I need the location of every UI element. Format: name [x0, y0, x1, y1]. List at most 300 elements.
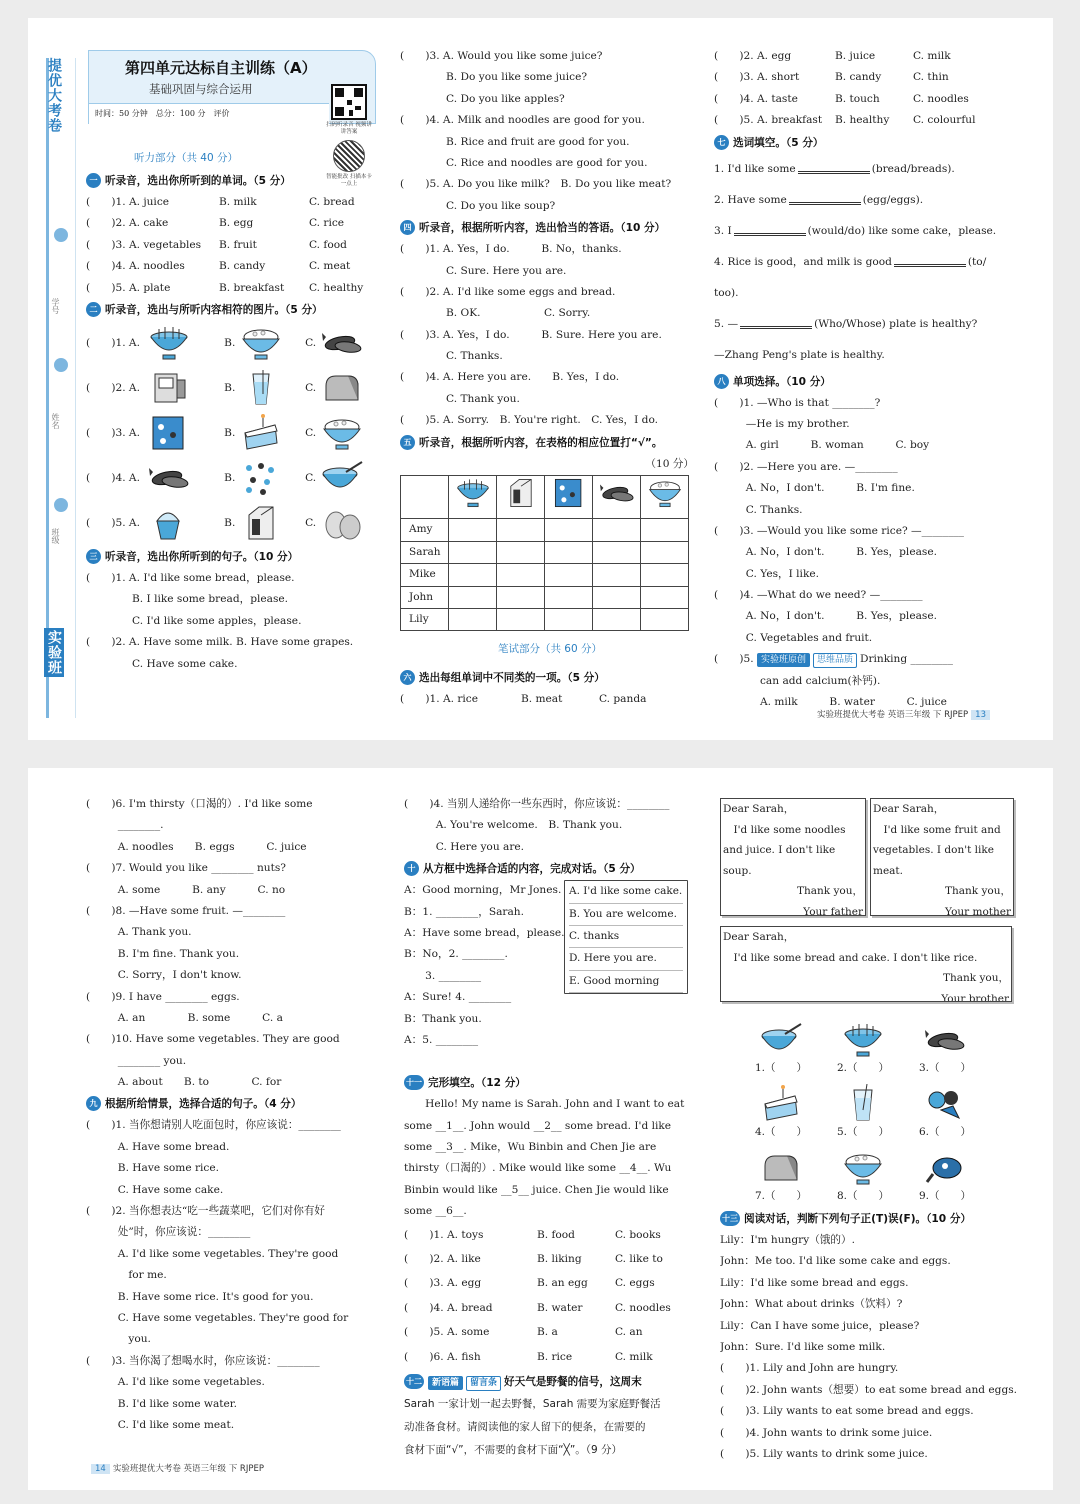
note-body: vegetables. I don't like — [873, 844, 994, 857]
passage-line: some __1__. John would __2__ some bread. I'd like — [404, 1119, 672, 1132]
option-a: A. rice — [442, 693, 478, 706]
option-b: B. a — [536, 1326, 558, 1339]
page14-column-1 — [86, 794, 386, 1436]
option-row — [714, 89, 1014, 110]
food-item — [822, 1020, 904, 1084]
fish-icon — [320, 323, 364, 363]
check-cell[interactable] — [641, 586, 689, 608]
passage-line: some __3__. Mike，Wu Binbin and Chen Jie are — [404, 1140, 657, 1153]
option-line: B. Rice and fruit are good for you. — [446, 135, 630, 148]
option-item: C. thanks — [569, 926, 683, 948]
option-a: A. short — [756, 71, 800, 84]
option-c: C. colourful — [912, 114, 976, 127]
food-label[interactable]: 5.（ ） — [836, 1126, 890, 1138]
soup-icon — [759, 1020, 803, 1060]
s3-heading: 三 听录音，选出你所听到的句子。（10 分） — [86, 546, 386, 568]
note-greeting: Dear Sarah， — [723, 803, 795, 815]
question-line: C. Sorry，I don't know. — [86, 969, 242, 982]
qr-caption: 扫码听录音 视频讲讲答案 — [326, 122, 372, 135]
question-line: ( )2. A. Have some milk. B. Have some grapes. — [86, 636, 354, 649]
check-cell[interactable] — [449, 519, 497, 541]
food-label[interactable]: 9.（ ） — [918, 1190, 972, 1202]
brand-bottom: 实验班 — [46, 630, 62, 675]
question-number: ( )1. — [404, 1228, 447, 1241]
option-a: A. cake — [128, 217, 169, 230]
food-label[interactable]: 8.（ ） — [836, 1190, 890, 1202]
judgement-item: ( )1. Lily and John are hungry. — [720, 1362, 899, 1375]
question-number: ( )5. — [86, 281, 129, 294]
s10-heading: 十 从方框中选择合适的内容，完成对话。（5 分） — [404, 858, 704, 880]
picture-question-row — [86, 366, 386, 411]
option-b: B. food — [536, 1228, 575, 1241]
option-item: B. You are welcome. — [569, 904, 683, 926]
s3-list-cont — [400, 46, 700, 217]
option-b: B. breakfast — [218, 281, 285, 294]
option-a: A. breakfast — [756, 114, 823, 127]
option-row — [404, 1345, 704, 1369]
water-glass-icon — [239, 368, 283, 408]
student-name: Sarah — [401, 541, 449, 563]
option-row — [714, 110, 1014, 131]
writing-section-title: 笔试部分（共 60 分） — [497, 643, 603, 656]
s5-table — [400, 475, 689, 631]
instruction-line: 食材下面“√”，不需要的食材下面“╳”。（9 分） — [404, 1443, 623, 1456]
option-c: C. thin — [912, 71, 949, 84]
s7-heading: 七 选词填空。（5 分） — [714, 132, 1014, 154]
fill-blank-line — [714, 247, 1014, 278]
check-cell[interactable] — [497, 541, 545, 563]
table-row — [401, 541, 689, 563]
page-13 — [28, 18, 1053, 740]
option-a — [143, 413, 224, 453]
option-line: C. I'd like some apples，please. — [132, 614, 302, 627]
food-label[interactable]: 3.（ ） — [918, 1062, 972, 1074]
question-line: ( )8. —Have some fruit. —________ — [86, 904, 286, 917]
question-text: 4. Rice is good，and milk is good — [714, 255, 892, 268]
s13-heading: 十三 阅读对话，判断下列句子正(T)误(F)。（10 分） — [722, 1213, 972, 1225]
option-c: C. — [305, 323, 386, 363]
note-signature: Your brother — [941, 992, 1009, 1002]
page13-column-1 — [86, 146, 386, 675]
option-b: B. fruit — [218, 238, 257, 251]
option-b: B. liking — [536, 1252, 582, 1265]
s13-items — [720, 1358, 1030, 1465]
question-text: —Zhang Peng's plate is healthy. — [714, 348, 885, 361]
check-cell[interactable] — [593, 609, 641, 631]
dialog-line: A：Sure! 4. ________ — [404, 991, 512, 1004]
passage-line: thirsty（口渴的）. Mike would like some __4__. Wu — [404, 1162, 672, 1175]
judgement-item: ( )4. John wants to drink some juice. — [720, 1426, 933, 1439]
option-row — [86, 278, 386, 299]
option-a — [143, 503, 224, 543]
food-item — [904, 1148, 986, 1212]
option-c: C. — [305, 503, 386, 543]
s9-heading: 九 根据所给情景，选择合适的句子。（4 分） — [86, 1093, 386, 1115]
option-b: B. egg — [218, 217, 254, 230]
picture-question-row — [86, 321, 386, 366]
dialog-line: Lily：I'd like some bread and eggs. — [720, 1276, 909, 1289]
option-b: B. candy — [834, 71, 882, 84]
option-b: B. an egg — [536, 1277, 588, 1290]
question-line: ( )4. A. Milk and noodles are good for you. — [400, 114, 645, 127]
question-line: B. I'm fine. Thank you. — [86, 947, 240, 960]
option-row — [714, 67, 1014, 88]
rice-bowl-icon — [239, 323, 283, 363]
option-c: C. bread — [308, 196, 355, 208]
option-a — [143, 323, 224, 363]
picture-question-row — [86, 411, 386, 456]
option-a: A. fish — [446, 1350, 481, 1363]
mcq-cont-list — [86, 794, 386, 1093]
passage-line: Binbin would like __5__ juice. Chen Jie would like — [404, 1183, 669, 1196]
option-a: A. taste — [756, 92, 798, 105]
fill-blank-line — [714, 340, 1014, 371]
dialog-line: 3. ________ — [404, 969, 482, 982]
judgement-item: ( )3. Lily wants to eat some bread and eggs. — [720, 1405, 974, 1418]
option-a — [143, 368, 224, 408]
page-number: 13 — [971, 710, 990, 720]
question-number: ( )3. — [404, 1277, 447, 1290]
option-line: B. I like some bread，please. — [132, 593, 289, 606]
dialog-line: Lily：Can I have some juice，please? — [720, 1319, 920, 1332]
option-b: B. candy — [218, 260, 266, 273]
option-item: A. I'd like some cake. — [569, 881, 683, 903]
blank-answer — [789, 191, 861, 205]
option-a: A. like — [446, 1252, 481, 1265]
option-c: C. — [305, 368, 386, 408]
s8-q5-options: A. milk B. water C. juice — [760, 696, 947, 709]
question-line: for me. — [86, 1269, 167, 1282]
bread-icon — [759, 1148, 803, 1188]
check-cell[interactable] — [593, 586, 641, 608]
food-item — [822, 1084, 904, 1148]
check-cell[interactable] — [497, 564, 545, 586]
table-row — [401, 564, 689, 586]
option-line: C. Rice and noodles are good for you. — [446, 156, 648, 169]
check-cell[interactable] — [593, 564, 641, 586]
fill-blank-line — [714, 185, 1014, 216]
unit-title: 第四单元达标自主训练（A） — [125, 59, 317, 77]
question-number: ( )1. — [400, 693, 443, 706]
question-number: ( )2. — [404, 1252, 447, 1265]
option-a: A. egg — [446, 1277, 482, 1290]
question-hint: (bread/breads). — [871, 162, 955, 175]
passage-line: some __6__. — [404, 1205, 467, 1218]
ice-cream-icon — [147, 503, 191, 543]
s7-list — [714, 154, 1014, 371]
question-line: ( )2. A. I'd like some eggs and bread. — [400, 285, 616, 298]
note-body: I'd like some noodles — [723, 823, 846, 836]
page13-column-3 — [714, 46, 1014, 713]
check-cell[interactable] — [497, 519, 545, 541]
option-b: B. — [224, 503, 305, 543]
milk-carton-icon — [501, 476, 541, 510]
question-hint: (to/ — [967, 255, 987, 268]
question-number: ( )3. — [714, 71, 757, 84]
check-cell[interactable] — [593, 519, 641, 541]
blank-answer — [798, 160, 870, 174]
option-item: D. Here you are. — [569, 948, 683, 970]
brand-top: 提优大考卷 — [46, 58, 62, 133]
option-item: E. Good morning — [569, 971, 683, 993]
option-c: C. like to — [614, 1252, 663, 1265]
question-line: A. girl B. woman C. boy — [714, 439, 930, 452]
sidebar-name-label: 姓名 — [51, 413, 60, 429]
question-line: C. Yes，I like. — [714, 567, 820, 580]
instruction-line: 动准备食材。请阅读他的家人留下的便条，在需要的 — [404, 1420, 646, 1433]
option-c: C. meat — [308, 260, 351, 273]
s4-list — [400, 239, 700, 432]
question-text: 3. I — [714, 224, 732, 237]
option-b: B. meat — [520, 693, 563, 706]
question-line: A. No，I don't. B. I'm fine. — [714, 482, 915, 495]
sidebar — [28, 18, 90, 740]
check-cell[interactable] — [545, 586, 593, 608]
noodles-icon — [453, 476, 493, 510]
table-header-cell — [449, 476, 497, 519]
s10-options-box — [564, 880, 688, 994]
question-line: A. I'd like some vegetables. They're good — [86, 1247, 339, 1260]
question-line: ( )3. —Would you like some rice? —________ — [714, 524, 964, 537]
judgement-item: ( )5. Lily wants to drink some juice. — [720, 1447, 928, 1460]
food-label[interactable]: 4.（ ） — [754, 1126, 808, 1138]
question-line: C. Thanks. — [714, 503, 803, 516]
page14-column-2 — [404, 794, 704, 1462]
option-line: B. Do you like some juice? — [446, 71, 588, 84]
fill-blank-line — [714, 309, 1014, 340]
fish-icon — [923, 1020, 967, 1060]
question-line: A. an B. some C. a — [86, 1011, 283, 1024]
s8-heading: 八 单项选择。（10 分） — [714, 371, 1014, 393]
s9-cont-list — [404, 794, 704, 858]
juice-icon — [841, 1084, 885, 1124]
fill-blank-line — [714, 154, 1014, 185]
rice-bowl-icon — [320, 413, 364, 453]
question-line: B. Have some rice. — [86, 1162, 219, 1175]
dialog-line: John：What about drinks（饮料）? — [720, 1298, 903, 1311]
check-cell[interactable] — [497, 586, 545, 608]
check-cell[interactable] — [545, 541, 593, 563]
rice-bowl-icon — [841, 1148, 885, 1188]
unit-subtitle: 基础巩固与综合运用 — [149, 82, 253, 96]
question-line: ( )2. —Here you are. —________ — [714, 460, 898, 473]
page13-column-2 — [400, 46, 700, 711]
question-text: too). — [714, 286, 739, 299]
option-a: A. juice — [128, 196, 170, 208]
question-number: ( )4. A. — [86, 471, 140, 484]
question-line: A. No，I don't. B. Yes，please. — [714, 610, 937, 623]
check-cell[interactable] — [641, 564, 689, 586]
s9-list — [86, 1115, 386, 1436]
student-name: Amy — [401, 519, 449, 541]
question-line: ( )3. 当你渴了想喝水时，你应该说：________ — [86, 1354, 320, 1367]
question-number: ( )2. A. — [86, 381, 140, 394]
vegetables-icon — [923, 1084, 967, 1124]
option-c: C. an — [614, 1326, 643, 1339]
s11-heading: 十一 完形填空。（12 分） — [406, 1077, 526, 1090]
check-cell[interactable] — [641, 541, 689, 563]
note-body: I'd like some fruit and — [873, 823, 1001, 836]
sidebar-id-label: 学号 — [51, 298, 60, 314]
s3-list — [86, 568, 386, 675]
option-row — [400, 689, 700, 710]
note-body: soup. — [723, 864, 752, 877]
s8-q5: ( )5. 实验班原创 思维品质 Drinking ________ — [714, 649, 1014, 670]
check-cell[interactable] — [449, 586, 497, 608]
question-line: C. Have some vegetables. They're good for — [86, 1311, 349, 1324]
option-c: C. healthy — [308, 281, 364, 294]
food-label[interactable]: 6.（ ） — [918, 1126, 972, 1138]
check-cell[interactable] — [545, 609, 593, 631]
question-line: ( )5. A. Sorry. B. You're right. C. Yes，I do. — [400, 414, 659, 427]
check-cell[interactable] — [449, 541, 497, 563]
fill-blank-line — [714, 278, 1014, 309]
option-b: B. healthy — [834, 114, 890, 127]
question-line: ( )1. A. I'd like some bread，please. — [86, 571, 295, 584]
note-body: and juice. I don't like — [723, 844, 836, 857]
page-number: 14 — [91, 1464, 110, 1474]
question-line: ( )6. I'm thirsty（口渴的）. I'd like some — [86, 798, 313, 810]
question-line: C. I'd like some meat. — [86, 1418, 235, 1431]
question-line: A. No，I don't. B. Yes，please. — [714, 546, 937, 559]
question-line: you. — [86, 1333, 151, 1346]
question-line: —He is my brother. — [714, 417, 850, 430]
s13-block — [720, 1208, 1030, 1465]
s1-heading: 一 听录音，选出你所听到的单词。（5 分） — [86, 170, 386, 192]
question-hint: (egg/eggs). — [862, 193, 924, 206]
check-cell[interactable] — [593, 541, 641, 563]
listening-section-title: 听力部分（共 40 分） — [133, 152, 239, 164]
option-c: C. milk — [614, 1350, 653, 1363]
option-row — [86, 256, 386, 277]
question-line: A. You're welcome. B. Thank you. — [404, 819, 623, 832]
question-line: ( )4. 当别人递给你一些东西时，你应该说：________ — [404, 798, 670, 810]
question-line: B. I'd like some water. — [86, 1397, 238, 1410]
check-cell[interactable] — [449, 609, 497, 631]
option-c: C. noodles — [614, 1301, 671, 1314]
blank-answer — [740, 315, 812, 329]
s8-q5-line2: can add calcium(补钙). — [760, 674, 881, 687]
question-number: ( )6. — [404, 1350, 447, 1363]
blank-answer — [894, 253, 966, 267]
cake-icon — [239, 413, 283, 453]
food-label[interactable]: 1.（ ） — [754, 1062, 808, 1074]
page-14 — [28, 768, 1053, 1490]
question-number: ( )5. A. — [86, 516, 140, 529]
table-header-cell — [401, 476, 449, 519]
check-cell[interactable] — [641, 519, 689, 541]
question-number: ( )4. — [86, 260, 129, 273]
question-line: 处”时，你应该说：________ — [86, 1226, 251, 1239]
s2-list — [86, 321, 386, 546]
dialog-line: B：1. ________，Sarah. — [404, 905, 524, 918]
picture-question-row — [86, 456, 386, 501]
question-line: ( )7. Would you like ________ nuts? — [86, 862, 286, 875]
option-row — [86, 213, 386, 234]
option-c: C. — [305, 458, 386, 498]
check-cell[interactable] — [545, 519, 593, 541]
question-line: C. Vegetables and fruit. — [714, 631, 873, 644]
question-line: B. Have some rice. It's good for you. — [86, 1290, 314, 1303]
instruction-line: Sarah 一家计划一起去野餐，Sarah 需要为家庭野餐活 — [404, 1397, 661, 1410]
question-line: A. Have some bread. — [86, 1140, 230, 1153]
check-cell[interactable] — [641, 609, 689, 631]
option-line: C. Do you like soup? — [446, 199, 556, 212]
table-row — [401, 519, 689, 541]
noodles-icon — [147, 323, 191, 363]
student-name: John — [401, 586, 449, 608]
food-item — [740, 1084, 822, 1148]
s13-dialog — [720, 1230, 1030, 1358]
note-thanks: Thank you， — [942, 972, 1009, 985]
meat-icon — [923, 1148, 967, 1188]
option-a: A. some — [446, 1326, 490, 1339]
option-b: B. — [224, 368, 305, 408]
dialog-line: John：Sure. I'd like some milk. — [720, 1340, 886, 1353]
option-c: C. eggs — [614, 1277, 655, 1290]
check-cell[interactable] — [449, 564, 497, 586]
question-line: ( )1. —Who is that ________? — [714, 396, 881, 409]
s5-score: （10 分） — [645, 457, 694, 470]
question-line: ( )2. 当你想表达“吃一些蔬菜吧，它们对你有好 — [86, 1205, 326, 1218]
s8-list — [714, 393, 1014, 650]
qr-code-icon[interactable] — [331, 84, 367, 120]
candy-bag-icon — [549, 476, 589, 510]
question-number: ( )4. — [404, 1301, 447, 1314]
option-b: B. water — [536, 1301, 583, 1314]
page13-footer: 实验班提优大考卷 英语三年级 下 RJPEP 13 — [817, 708, 993, 720]
question-text: 1. I'd like some — [714, 162, 796, 175]
option-a: A. vegetables — [128, 238, 202, 251]
option-b: B. — [224, 413, 305, 453]
table-header-cell — [593, 476, 641, 519]
food-item — [904, 1084, 986, 1148]
question-number: ( )2. — [714, 50, 757, 62]
food-label[interactable]: 7.（ ） — [754, 1190, 808, 1202]
page14-footer: 14 实验班提优大考卷 英语三年级 下 RJPEP — [88, 1462, 264, 1474]
question-number: ( )5. — [714, 114, 757, 127]
option-c: C. milk — [912, 50, 951, 62]
eggs-icon — [320, 503, 364, 543]
food-item — [740, 1148, 822, 1212]
cake-icon — [759, 1084, 803, 1124]
question-line: ( )1. A. Yes，I do. B. No，thanks. — [400, 243, 622, 256]
s2-heading: 二 听录音，选出与所听内容相符的图片。（5 分） — [86, 299, 386, 321]
check-cell[interactable] — [545, 564, 593, 586]
qr2-caption: 智能批改 扫描本卡一点上 — [326, 174, 372, 187]
dialog-line: B：No，2. ________. — [404, 948, 508, 961]
fish-icon — [147, 458, 191, 498]
question-number: ( )3. — [86, 238, 129, 251]
note-signature: Your father — [803, 905, 863, 916]
question-hint: (would/do) like some cake，please. — [807, 224, 997, 237]
food-label[interactable]: 2.（ ） — [836, 1062, 890, 1074]
question-line: ________. — [86, 819, 164, 832]
passage-line: Hello! My name is Sarah. John and I want to eat — [404, 1098, 685, 1111]
note-mother — [870, 798, 1014, 916]
question-line: ( )4. —What do we need? —________ — [714, 589, 923, 602]
food-item — [740, 1020, 822, 1084]
unit-meta: 时间：50 分钟 总分：100 分 评价 — [89, 103, 329, 124]
check-cell[interactable] — [497, 609, 545, 631]
question-line: A. Thank you. — [86, 926, 192, 939]
dialog-line: A：Have some bread，please. — [404, 926, 565, 939]
note-thanks: Thank you， — [944, 885, 1011, 898]
dialog-line: Lily：I'm hungry（饿的）. — [720, 1234, 855, 1246]
option-c: C. panda — [598, 693, 647, 706]
question-number: ( )1. A. — [86, 336, 140, 349]
s11-passage — [404, 1094, 704, 1222]
